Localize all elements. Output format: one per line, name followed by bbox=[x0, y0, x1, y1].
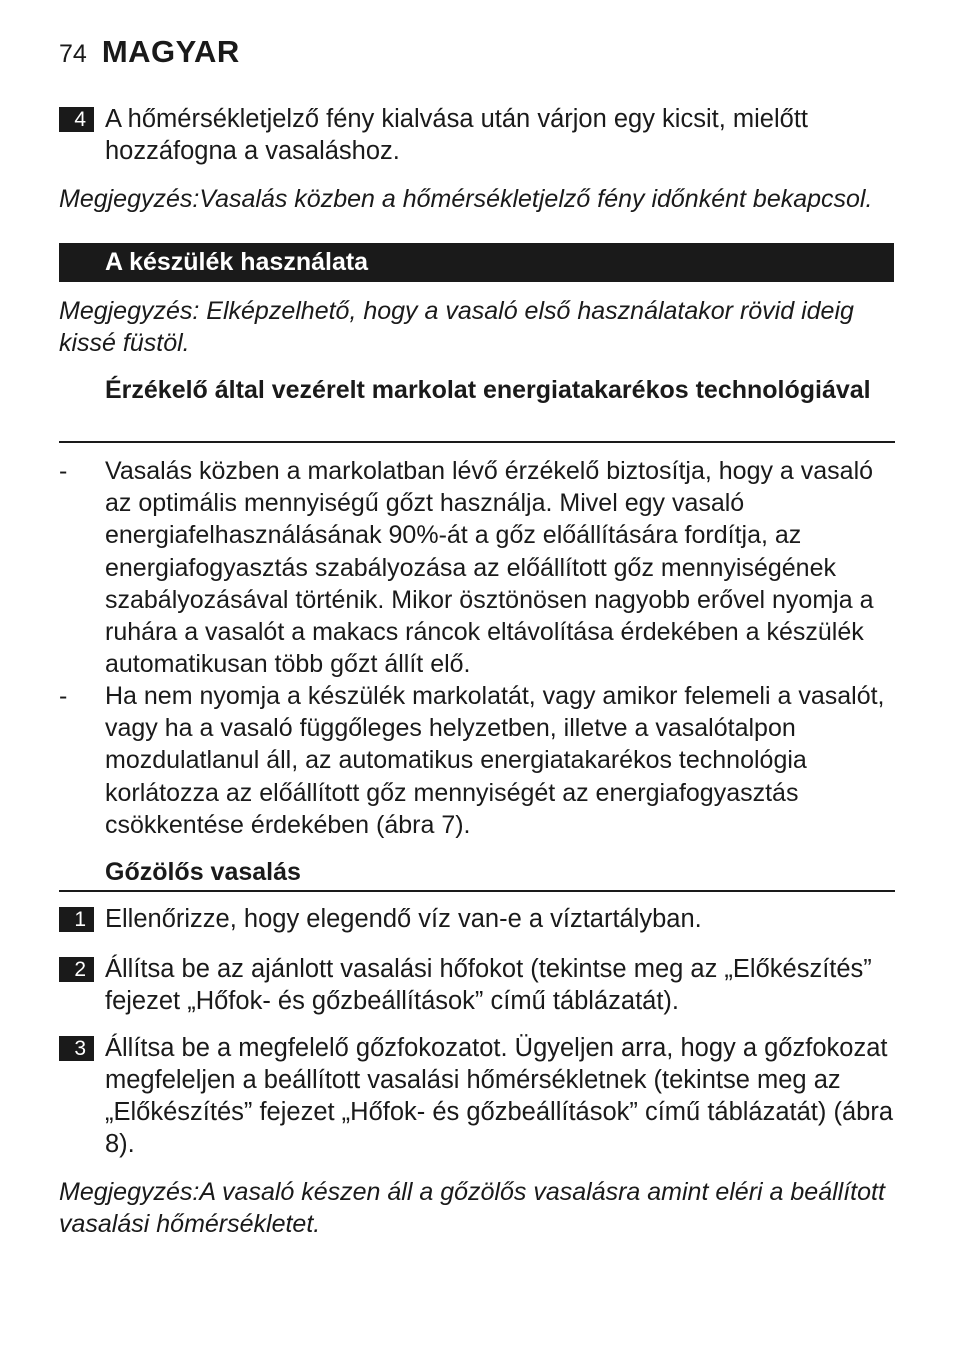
subsection-rule bbox=[59, 441, 895, 443]
step-number-badge: 3 bbox=[59, 1036, 94, 1061]
section-title: A készülék használata bbox=[105, 248, 369, 276]
section-header-bar bbox=[59, 243, 894, 282]
step-text: Állítsa be a megfelelő gőzfokozatot. Ügyeljen arra, hogy a gőzfokozat megfeleljen a beállított vasalási hőmérsékletnek (tekintse meg az „Előkészítés” fejezet „Hőfok- és gőzbeállítások” című táblázatát) (ábra 8). bbox=[105, 1034, 893, 1158]
bullet-text: Vasalás közben a markolatban lévő érzékelő biztosítja, hogy a vasaló az optimális mennyiségű gőzt használja. Mivel egy vasaló energiafelhasználásának 90%-át a gőz előállítására fordítja, az energiafogyasztás szabályozása az előállított gőz mennyiségének szabályozásával történik. Mikor ösztönösen nagyobb erővel nyomja a ruhára a vasalót a makacs ráncok eltávolítása érdekében a készülék automatikusan több gőzt állít elő. bbox=[105, 457, 874, 679]
step-3 bbox=[59, 1032, 895, 1160]
bullet-text: Ha nem nyomja a készülék markolatát, vagy amikor felemeli a vasalót, vagy ha a vasaló függőleges helyzetben, illetve a vasalótalpon mozdulatlanul áll, az automatikus energiatakarékos technológia korlátozza az előállított gőz mennyiségét az energiafogyasztás csökkentése érdekében (ábra 7). bbox=[105, 682, 885, 839]
step-text: Állítsa be az ajánlott vasalási hőfokot (tekintse meg az „Előkészítés” fejezet „Hőfok- és gőzbeállítások” című táblázatát). bbox=[105, 955, 872, 1015]
bullet-item bbox=[59, 455, 895, 680]
bullet-dash: - bbox=[59, 682, 68, 710]
bullet-item bbox=[59, 680, 895, 841]
step-text: A hőmérsékletjelző fény kialvása után várjon egy kicsit, mielőtt hozzáfogna a vasaláshoz. bbox=[105, 105, 808, 165]
step-text: Ellenőrizze, hogy elegendő víz van-e a víztartályban. bbox=[105, 905, 702, 933]
subsection-title-sensor-handle: Érzékelő által vezérelt markolat energiatakarékos technológiával bbox=[105, 376, 871, 404]
subsection-title-steam-ironing: Gőzölős vasalás bbox=[105, 858, 301, 886]
page-header bbox=[59, 34, 240, 74]
note-steam-ready: Megjegyzés:A vasaló készen áll a gőzölős vasalásra amint eléri a beállított vasalási hőmérsékletet. bbox=[59, 1178, 885, 1238]
step-2 bbox=[59, 953, 895, 1017]
page-number: 74 bbox=[59, 40, 87, 68]
step-number-badge: 1 bbox=[59, 907, 94, 932]
subsection-rule bbox=[59, 890, 895, 892]
step-number-badge: 2 bbox=[59, 957, 94, 982]
step-1 bbox=[59, 903, 895, 935]
note-first-use-smoke: Megjegyzés: Elképzelhető, hogy a vasaló első használatakor rövid ideig kissé füstöl. bbox=[59, 297, 854, 357]
bullet-dash: - bbox=[59, 457, 68, 485]
step-number-badge: 4 bbox=[59, 107, 94, 132]
note-temperature-light: Megjegyzés:Vasalás közben a hőmérsékletjelző fény időnként bekapcsol. bbox=[59, 185, 873, 213]
language-heading: MAGYAR bbox=[101, 34, 240, 69]
step-4 bbox=[59, 103, 895, 167]
